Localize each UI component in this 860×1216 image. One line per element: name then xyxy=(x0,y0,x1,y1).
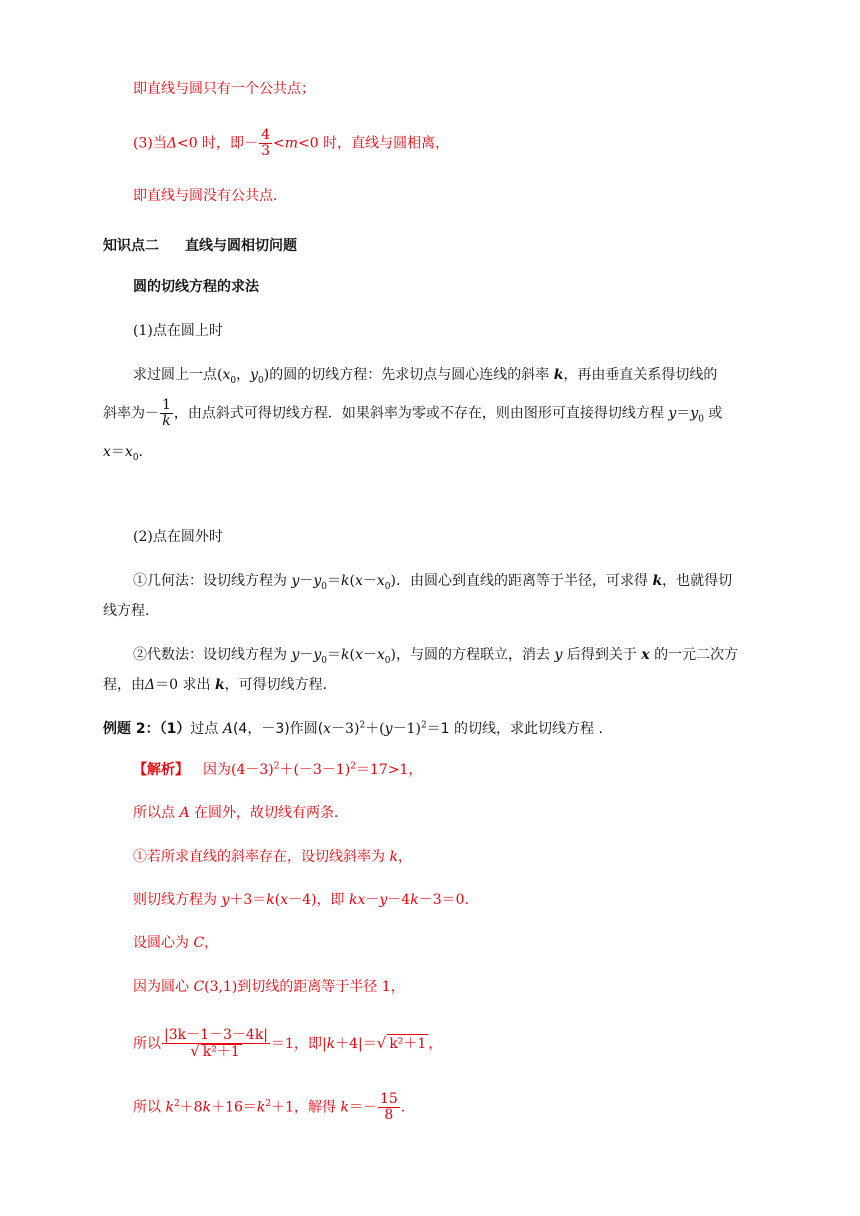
solution-text: ＝－ xyxy=(348,1099,377,1116)
point-C: C xyxy=(193,979,205,995)
var-x: x xyxy=(354,647,363,663)
sqrt-content: k²＋1 xyxy=(202,1044,240,1060)
point-A: A xyxy=(179,805,190,821)
fraction-numerator: 4 xyxy=(261,127,270,143)
sub-0: 0 xyxy=(384,581,391,592)
var-y: y xyxy=(384,721,393,737)
sup-2: 2 xyxy=(359,720,366,731)
solution-text: . xyxy=(400,1099,406,1116)
solution-text: ＋(－3－1) xyxy=(279,762,351,778)
solution-text: ＋4|＝ xyxy=(335,1036,377,1052)
geo-text-d: ，也就得切 xyxy=(662,573,733,589)
var-y: y xyxy=(313,573,322,589)
fraction-denominator xyxy=(162,1044,270,1060)
var-x: x xyxy=(280,892,289,908)
solution-line2 xyxy=(133,804,348,822)
var-y: y xyxy=(221,892,230,908)
sup-2: 2 xyxy=(173,1098,180,1109)
less-than: < xyxy=(272,135,285,152)
sup-2: 2 xyxy=(265,1098,272,1109)
solution-text: ＝1，即| xyxy=(271,1036,327,1052)
equals: ＝ xyxy=(327,573,342,589)
subheading: 圆的切线方程的求法 xyxy=(133,279,259,295)
var-k: k xyxy=(341,647,350,663)
fraction-1-k xyxy=(160,398,173,429)
example-text-f: ＝1 的切线，求此切线方程 . xyxy=(426,721,603,737)
para1-line3 xyxy=(103,443,143,461)
solution-line6 xyxy=(133,978,405,996)
solution-text: 则切线方程为 xyxy=(133,892,222,908)
sqrt-icon: √ xyxy=(376,1034,387,1052)
var-x: x xyxy=(103,444,111,460)
var-x: x xyxy=(222,367,231,383)
solution-text: ， xyxy=(397,849,412,865)
text-line-tangent-one-point: 即直线与圆只有一个公共点； xyxy=(133,81,315,97)
section-heading xyxy=(103,237,297,255)
solution-text: ， xyxy=(428,1036,443,1052)
var-k: k xyxy=(652,573,663,589)
equals: ＝ xyxy=(110,444,125,460)
var-k: k xyxy=(266,892,275,908)
geo-text-c: )．由圆心到直线的距离等于半径，可求得 xyxy=(390,573,653,589)
var-k: k xyxy=(410,892,419,908)
var-y: y xyxy=(379,892,388,908)
var-x: x xyxy=(376,647,385,663)
var-x: x xyxy=(357,892,366,908)
solution-line7 xyxy=(133,1028,442,1060)
point-C: C xyxy=(193,935,205,951)
var-y: y xyxy=(554,647,563,663)
fraction-denominator: 8 xyxy=(384,1107,394,1123)
example-statement xyxy=(103,720,603,738)
case1-heading: (1)点在圆上时 xyxy=(133,323,223,339)
equals: ＝ xyxy=(327,647,342,663)
solution-line4 xyxy=(133,891,469,909)
sqrt-content: k²＋1 xyxy=(389,1036,427,1052)
para1-text-f: ，由点斜式可得切线方程．如果斜率为零或不存在，则由图形可直接得切线方程 xyxy=(173,405,669,422)
var-y: y xyxy=(250,367,259,383)
var-y: y xyxy=(690,405,699,422)
sub-0: 0 xyxy=(258,375,264,386)
para1-line2 xyxy=(103,398,722,429)
variable-m: m xyxy=(284,135,298,152)
para1-text-d: ，再由垂直关系得切线的 xyxy=(563,367,718,383)
sub-0: 0 xyxy=(321,655,328,666)
alg-text-c: 后得到关于 xyxy=(562,647,642,663)
var-k: k xyxy=(214,677,225,693)
text-line-no-common-point: 即直线与圆没有公共点． xyxy=(133,188,287,204)
var-x: x xyxy=(376,573,385,589)
solution-text: 所以 xyxy=(133,1099,166,1116)
var-y: y xyxy=(668,405,677,422)
solution-text: 因为圆心 xyxy=(133,979,194,995)
var-y: y xyxy=(291,573,300,589)
geo-line1 xyxy=(133,572,732,590)
var-x: x xyxy=(323,721,332,737)
example-number: （1） xyxy=(159,721,191,737)
sub-0: 0 xyxy=(384,655,391,666)
solution-text: －3＝0. xyxy=(418,892,469,908)
sub-0: 0 xyxy=(321,581,328,592)
solution-text: －4)，即 xyxy=(288,892,349,908)
fraction-15-8 xyxy=(378,1092,400,1123)
example-text-e: －1) xyxy=(392,721,421,737)
var-y: y xyxy=(313,647,322,663)
example-text-c: －3) xyxy=(331,721,360,737)
delta-symbol: Δ xyxy=(166,135,177,152)
solution-text: ， xyxy=(204,935,219,951)
solution-text: ①若所求直线的斜率存在，设切线斜率为 xyxy=(133,849,390,865)
para1-text-c: )的圆的切线方程：先求切点与圆心连线的斜率 xyxy=(263,367,554,383)
solution-text: 在圆外，故切线有两条． xyxy=(189,805,349,821)
var-k: k xyxy=(389,849,398,865)
solution-text: ＝17>1， xyxy=(355,762,423,778)
para1-text-a: 求过圆上一点( xyxy=(133,367,223,383)
var-k: k xyxy=(341,573,350,589)
para1-or: 或 xyxy=(703,405,723,422)
solution-text: 所以 xyxy=(133,1036,161,1052)
minus: － xyxy=(362,573,377,589)
example-text-a: 过点 xyxy=(190,721,223,737)
sup-2: 2 xyxy=(420,720,427,731)
fraction-4-3 xyxy=(259,128,272,159)
minus: － xyxy=(299,573,314,589)
sub-0: 0 xyxy=(132,452,139,463)
var-k: k xyxy=(165,1099,174,1116)
case3-suffix: <0 时，直线与圆相离， xyxy=(298,135,450,152)
solution-line8 xyxy=(133,1092,405,1123)
alg-text-f: ＝0 求出 xyxy=(155,677,215,693)
paren: ( xyxy=(274,892,281,908)
var-x: x xyxy=(354,573,363,589)
example-label: 例题 2： xyxy=(103,721,160,737)
period: . xyxy=(138,444,143,460)
solution-text: 所以点 xyxy=(133,805,180,821)
geo-text-a: ①几何法：设切线方程为 xyxy=(133,573,292,589)
fraction-denominator: k xyxy=(162,413,171,429)
example-text-b: (4，－3)作圆( xyxy=(232,721,324,737)
distance-fraction xyxy=(162,1028,270,1060)
para1-text-e: 斜率为－ xyxy=(103,405,159,422)
case3-mid: <0 时，即－ xyxy=(176,135,259,152)
geo-line2: 线方程． xyxy=(103,603,159,619)
solution-tag: 【解析】 xyxy=(133,762,189,778)
alg-text-e: 程，由 xyxy=(103,677,145,693)
text-line-case3 xyxy=(133,128,449,159)
para1-comma: ， xyxy=(236,367,251,383)
var-k: k xyxy=(340,1099,349,1116)
var-k: k xyxy=(348,892,358,908)
var-k: k xyxy=(202,1099,212,1116)
solution-text: (3,1)到切线的距离等于半径 1， xyxy=(204,979,405,995)
minus: － xyxy=(362,647,377,663)
sup-2: 2 xyxy=(350,761,356,772)
solution-text: －4 xyxy=(387,892,411,908)
var-x: x xyxy=(641,647,650,663)
solution-line5 xyxy=(133,934,218,952)
var-x: x xyxy=(124,444,133,460)
delta-symbol: Δ xyxy=(145,677,156,693)
var-k: k xyxy=(326,1036,336,1052)
alg-text-b: )，与圆的方程联立，消去 xyxy=(390,647,555,663)
section-label: 知识点二 xyxy=(103,238,159,254)
solution-line3 xyxy=(133,848,412,866)
fraction-denominator: 3 xyxy=(261,143,270,159)
alg-text-a: ②代数法：设切线方程为 xyxy=(133,647,292,663)
solution-text: ＋16＝ xyxy=(211,1099,257,1116)
alg-text-d: 的一元二次方 xyxy=(649,647,739,663)
solution-text: ＋8 xyxy=(179,1099,203,1116)
solution-text: ＋1，解得 xyxy=(271,1099,341,1116)
fraction-numerator: |3k－1－3－4k| xyxy=(164,1027,269,1043)
case2-heading: (2)点在圆外时 xyxy=(133,529,223,545)
alg-line1 xyxy=(133,646,738,664)
paren: ( xyxy=(349,647,355,663)
minus: － xyxy=(299,647,314,663)
sub-0: 0 xyxy=(698,414,704,425)
solution-text: ＋3＝ xyxy=(229,892,267,908)
sqrt-icon: √ xyxy=(190,1042,200,1060)
solution-text: 因为(4－3) xyxy=(203,762,274,778)
example-text-d: ＋( xyxy=(365,721,385,737)
sub-0: 0 xyxy=(230,375,237,386)
alg-text-g: ，可得切线方程． xyxy=(224,677,337,693)
paren: ( xyxy=(349,573,355,589)
section-title: 直线与圆相切问题 xyxy=(185,238,297,254)
sup-2: 2 xyxy=(273,761,280,772)
point-A: A xyxy=(222,721,233,737)
alg-line2 xyxy=(103,676,337,694)
case3-prefix: (3)当 xyxy=(133,135,167,152)
para1-line1 xyxy=(133,366,717,384)
var-y: y xyxy=(291,647,300,663)
equals: ＝ xyxy=(676,405,691,422)
var-k: k xyxy=(553,367,564,383)
fraction-numerator: 1 xyxy=(162,397,171,413)
minus: － xyxy=(365,892,380,908)
solution-text: 设圆心为 xyxy=(133,935,194,951)
var-k: k xyxy=(256,1099,266,1116)
fraction-numerator: 15 xyxy=(379,1091,398,1107)
solution-line1 xyxy=(133,761,422,779)
